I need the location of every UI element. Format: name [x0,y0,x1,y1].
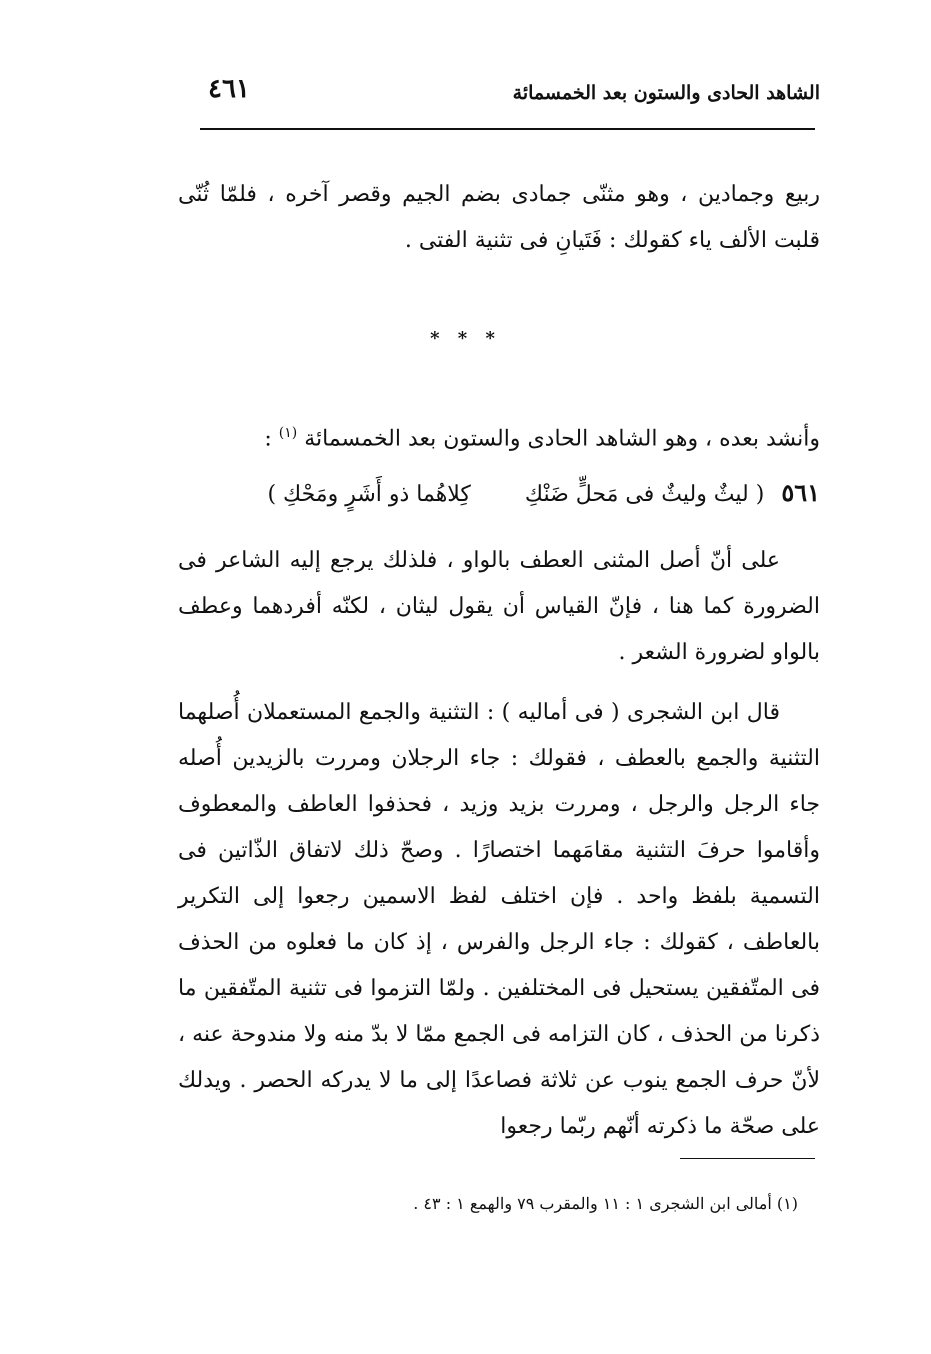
page-header [180,70,820,120]
footnote-rule [680,1158,815,1159]
continuation-paragraph: ربيع وجمادين ، وهو مثنّى جمادى بضم الجيم وقصر آخره ، فلمّا ثُنّى قلبت الألف ياء كقولك : فَتَيانِ فى تثنية الفتى . [178,182,820,253]
page-number: ٤٦١ [208,74,250,104]
footnote: (١) أمالى ابن الشجرى ١ : ١١ والمقرب ٧٩ والهمع ١ : ٤٣ . [413,1194,798,1213]
verse-hemistich-first: ( ليثٌ وليثٌ فى مَحلٍّ ضَنْكِ [524,482,765,507]
running-title: الشاهد الحادى والستون بعد الخمسمائة [512,82,820,104]
quotation-paragraph: قال ابن الشجرى ( فى أماليه ) : التثنية والجمع المستعملان أُصلهما التثنية والجمع بالعطف ، فقولك : جاء الرجلان ومررت بالزيدين أُصله جاء الرجل والرجل ، ومررت بزيد وزيد ، فحذفوا العاطف والمعطوف وأقاموا حرفَ التثنية مقامَهما اختصارًا . وصحّ ذلك لاتفاق الذّاتين فى التسمية بلفظ واحد . فإن اختلف لفظ الاسمين رجعوا إلى التكرير بالعاطف ، كقولك : جاء الرجل والفرس ، إذ كان ما فعلوه من الحذف فى المتّفقين يستحيل فى المختلفين . ولمّا التزموا فى تثنية المتّفقين ما ذكرنا من الحذف ، كان التزامه فى الجمع ممّا لا بدّ منه ولا مندوحة عنه ، لأنّ حرف الجمع ينوب عن ثلاثة فصاعدًا إلى ما لا يدركه الحصر . ويدلك على صحّة ما ذكرته أنّهم ربّما رجعوا [178,700,820,1139]
intro-colon: : [264,426,279,452]
footnote-marker: (١) [278,425,298,441]
commentary-paragraph: على أنّ أصل المثنى العطف بالواو ، فلذلك يرجع إليه الشاعر فى الضرورة كما هنا ، فإنّ القياس أن يقول ليثان ، لكنّه أفردهما وعطف بالواو لضرورة الشعر . [178,548,820,665]
verse-introduction [178,410,820,462]
intro-text: وأنشد بعده ، وهو الشاهد الحادى والستون بعد الخمسمائة [304,426,820,452]
section-separator: * * * [430,328,501,349]
verse-number: ٥٦١ [781,478,820,507]
verse-hemistich-second: كِلاهُما ذو أَشَرٍ ومَحْكِ ) [267,482,471,507]
verse-line [178,470,820,516]
header-rule [200,128,815,130]
